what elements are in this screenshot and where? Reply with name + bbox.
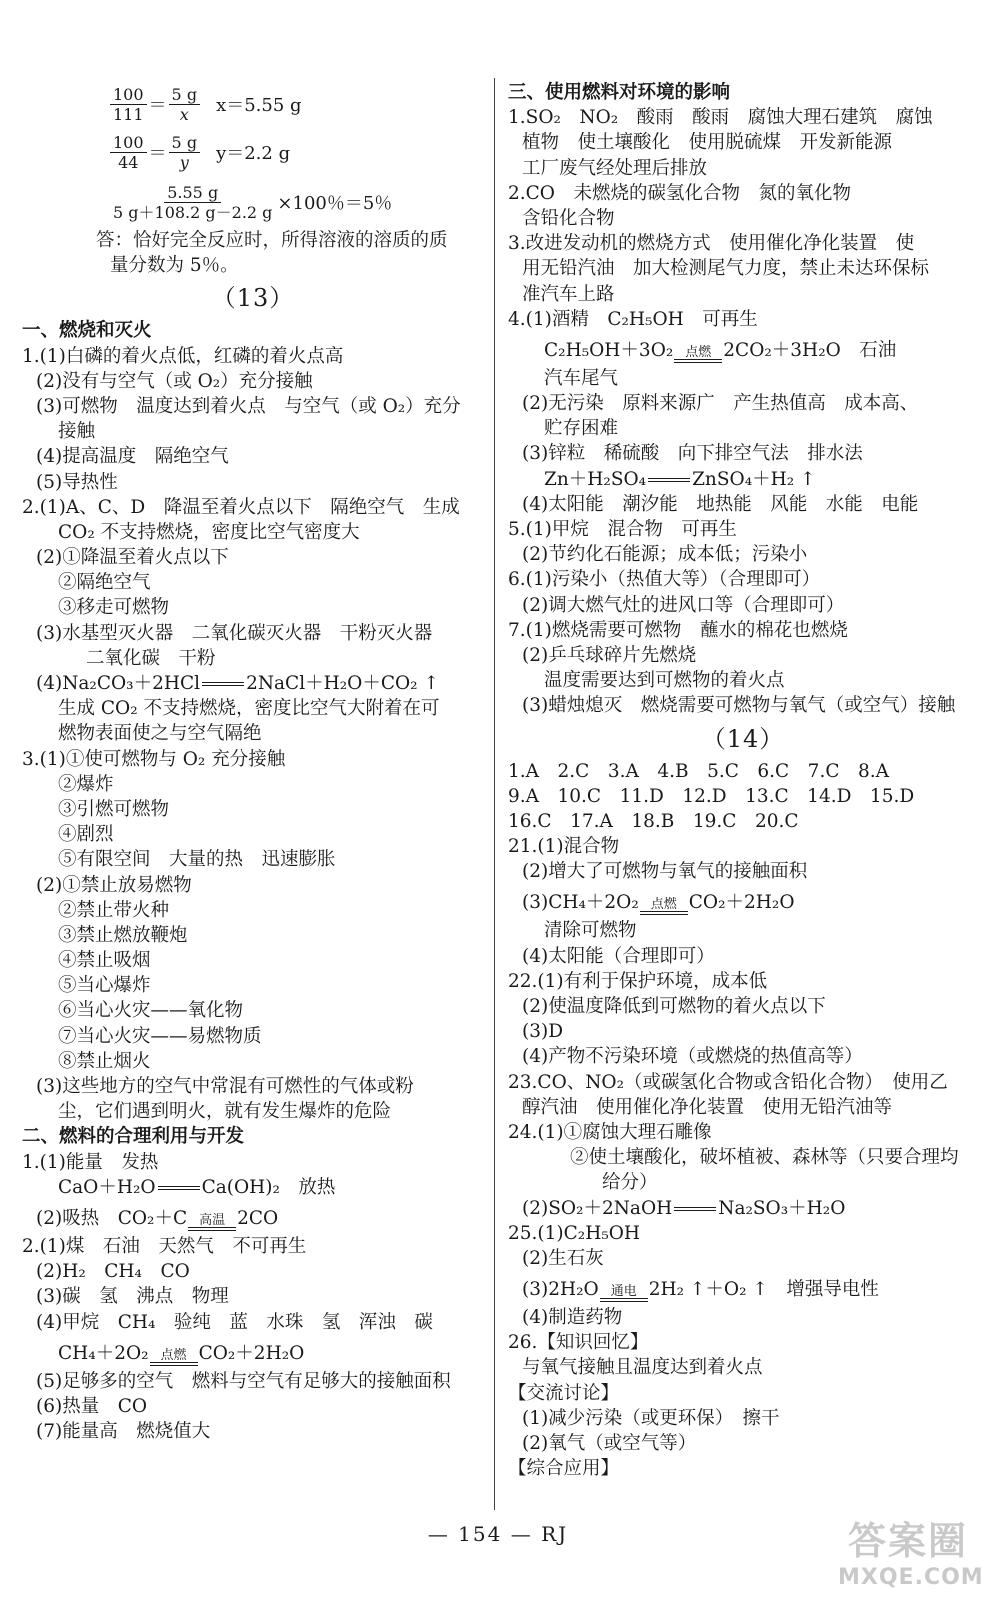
answer-line: ④剧烈 [58, 824, 114, 846]
answer-line: 5.(1)甲烷 混合物 可再生 [508, 519, 737, 540]
answer-line: 26.【知识回忆】 [508, 1332, 649, 1354]
answer-line: 用无铅汽油 加大检测尾气力度，禁止未达环保标 [522, 258, 930, 280]
answer-line: (3)锌粒 稀硫酸 向下排空气法 排水法 [522, 443, 863, 465]
answer-line: 3.(1)①使可燃物与 O₂ 充分接触 [22, 748, 286, 770]
answer-line: 二氧化碳 干粉 [86, 647, 216, 669]
answer-line: 工厂废气经处理后排放 [522, 157, 708, 179]
equals-sign [648, 478, 690, 482]
fraction: $\frac{100}{111}$ [110, 85, 147, 124]
answer-line: 25.(1)C₂H₅OH [508, 1222, 641, 1244]
section-title: 一、燃烧和灭火 [22, 320, 152, 342]
answer-line: 22.(1)有利于保护环境，成本低 [508, 970, 768, 992]
answer-line: 植物 使土壤酸化 使用脱硫煤 开发新能源 [522, 132, 893, 154]
answer-line: (2)H₂ CH₄ CO [36, 1261, 190, 1283]
answer-line: 2.(1)煤 石油 天然气 不可再生 [22, 1235, 307, 1257]
answer-line: 6.(1)污染小（热值大等）（合理即可） [508, 569, 821, 591]
answer-line: 1.(1)能量 发热 [22, 1151, 159, 1173]
watermark-text: 答案圈 [847, 1519, 968, 1563]
reaction-condition: 通电 [600, 1285, 648, 1309]
section-title: 三、使用燃料对环境的影响 [508, 82, 731, 103]
answer-line: (7)能量高 燃烧值大 [36, 1421, 211, 1443]
equation-line: (2)吸热 CO₂＋C 高温 2CO [22, 1200, 484, 1234]
answer-line: ③移走可燃物 [58, 597, 170, 619]
reaction-condition: 点燃 [674, 346, 722, 370]
answer-line: 9.A 10.C 11.D 12.D 13.C 14.D 15.D [508, 785, 915, 807]
answer-line: (4)甲烷 CH₄ 验纯 蓝 水珠 氢 浑浊 碳 [36, 1311, 433, 1333]
answer-line: 【交流讨论】 [508, 1382, 620, 1404]
equation-line: (2)SO₂＋2NaOH Na₂SO₃＋H₂O [522, 1197, 846, 1219]
answer-line: ⑧禁止烟火 [58, 1050, 151, 1072]
answer-line: (2)没有与空气（或 O₂）充分接触 [36, 370, 313, 392]
left-column [22, 80, 484, 1444]
fraction: $\frac{5 g}{y}$ [169, 133, 201, 172]
answer-line: 4.(1)酒精 C₂H₅OH 可再生 [508, 308, 758, 330]
answer-line: 1.(1)白磷的着火点低，红磷的着火点高 [22, 345, 344, 367]
answer-line: 与氧气接触且温度达到着火点 [522, 1357, 763, 1379]
right-column [508, 80, 978, 1481]
answer-line: 尘，它们遇到明火，就有发生爆炸的危险 [58, 1101, 392, 1123]
answer-line: 汽车尾气 [544, 367, 619, 389]
answer-line: (2)无污染 原料来源广 产生热值高 成本高、 [522, 393, 919, 415]
answer-line: (3)碳 氢 沸点 物理 [36, 1286, 229, 1308]
answer-line: 接触 [58, 421, 96, 443]
equation-line: (4)Na₂CO₃＋2HCl 2NaCl＋H₂O＋CO₂ ↑ [36, 673, 439, 694]
calc-line-3: $\frac{5.55 g}{5 g+108.2 g-2.2 g}$ ×100％＝5％ [22, 176, 484, 228]
answer-line: 3.改进发动机的燃烧方式 使用催化净化装置 使 [508, 233, 915, 255]
answer-line: ④禁止吸烟 [58, 950, 151, 972]
answer-line: (2)①禁止放易燃物 [36, 874, 192, 896]
fraction: $\frac{5 g}{x}$ [169, 85, 201, 124]
answer-line: ②爆炸 [58, 773, 114, 795]
reaction-condition: 点燃 [640, 898, 688, 922]
section-heading-14: （14） [701, 724, 785, 753]
answer-line: 温度需要达到可燃物的着火点 [544, 670, 785, 692]
watermark-url: MXQE.COM [838, 1565, 984, 1590]
answer-line: 1.A 2.C 3.A 4.B 5.C 6.C 7.C 8.A [508, 760, 890, 782]
answer-line: (2)节约化石能源；成本低；污染小 [522, 544, 808, 566]
answer-line: (2)增大了可燃物与氧气的接触面积 [522, 861, 808, 883]
answer-line: (6)热量 CO [36, 1395, 148, 1417]
reaction-condition: 高温 [188, 1214, 236, 1238]
equation-line: C₂H₅OH＋3O₂ 点燃 2CO₂＋3H₂O 石油 [508, 332, 978, 366]
equals-sign [158, 1186, 200, 1190]
answer-line: 2.(1)A、C、D 降温至着火点以下 隔绝空气 生成 [22, 496, 460, 518]
answer-line: 【综合应用】 [508, 1458, 620, 1480]
watermark-logo [838, 1510, 984, 1590]
answer-line: 1.SO₂ NO₂ 酸雨 酸雨 腐蚀大理石建筑 腐蚀 [508, 107, 933, 129]
answer-line: 答：恰好完全反应时，所得溶液的溶质的质 [96, 230, 448, 251]
answer-line: 燃物表面使之与空气隔绝 [58, 723, 262, 745]
equation-line: CH₄＋2O₂ 点燃 CO₂＋2H₂O [22, 1335, 484, 1369]
answer-line: ⑥当心火灾——氧化物 [58, 1000, 244, 1022]
calc-line-1: $\frac{100}{111}$ ＝ $\frac{5 g}{x}$ x＝5.55 g [22, 80, 484, 128]
answer-line: ⑦当心火灾——易燃物质 [58, 1025, 262, 1047]
answer-line: 准汽车上路 [522, 283, 615, 305]
answer-line: (3)蜡烛熄灭 燃烧需要可燃物与氧气（或空气）接触 [522, 695, 956, 717]
fraction: $\frac{5.55 g}{5 g+108.2 g-2.2 g}$ [113, 182, 273, 222]
answer-line: 给分） [602, 1172, 658, 1194]
answer-line: 24.(1)①腐蚀大理石雕像 [508, 1121, 712, 1143]
answer-line: (4)太阳能（合理即可） [522, 945, 715, 967]
answer-line: 7.(1)燃烧需要可燃物 蘸水的棉花也燃烧 [508, 619, 848, 641]
answer-line: 醇汽油 使用催化净化装置 使用无铅汽油等 [522, 1096, 893, 1118]
section-title: 二、燃料的合理利用与开发 [22, 1126, 245, 1148]
answer-line: 21.(1)混合物 [508, 836, 620, 858]
answer-line: ③禁止燃放鞭炮 [58, 924, 188, 946]
equation-line: CaO＋H₂O Ca(OH)₂ 放热 [58, 1176, 336, 1198]
answer-line: (5)足够多的空气 燃料与空气有足够大的接触面积 [36, 1370, 451, 1392]
answer-line: 2.CO 未燃烧的碳氢化合物 氮的氧化物 [508, 182, 851, 204]
section-heading-13: （13） [211, 284, 295, 313]
reaction-condition: 点燃 [150, 1349, 198, 1373]
answer-line: (2)调大燃气灶的进风口等（合理即可） [522, 594, 845, 616]
answer-line: (2)生石灰 [522, 1247, 604, 1269]
answer-line: (1)减少污染（或更环保） 擦干 [522, 1407, 780, 1429]
equation-line: Zn＋H₂SO₄ ZnSO₄＋H₂ ↑ [544, 468, 816, 490]
answer-line: 16.C 17.A 18.B 19.C 20.C [508, 810, 799, 832]
equation-line: (3)CH₄＋2O₂ 点燃 CO₂＋2H₂O [508, 884, 978, 918]
calc-line-2: $\frac{100}{44}$ ＝ $\frac{5 g}{y}$ y＝2.2 g [22, 128, 484, 176]
answer-line: (2)氧气（或空气等） [522, 1433, 697, 1454]
answer-line: 清除可燃物 [544, 920, 637, 942]
answer-line: (5)导热性 [36, 471, 118, 493]
answer-line: ②使土壤酸化，破坏植被、森林等（只要合理均 [570, 1147, 959, 1169]
answer-line: (3)水基型灭火器 二氧化碳灭火器 干粉灭火器 [36, 622, 433, 644]
answer-line: CO₂ 不支持燃烧，密度比空气密度大 [58, 521, 360, 543]
answer-line: 量分数为 5％。 [110, 255, 239, 277]
answer-line: 贮存困难 [544, 418, 619, 440]
answer-line: ②禁止带火种 [58, 899, 170, 921]
answer-line: 含铅化合物 [522, 207, 615, 229]
answer-line: ⑤有限空间 大量的热 迅速膨胀 [58, 849, 336, 871]
column-divider [494, 78, 495, 1510]
answer-line: ②隔绝空气 [58, 572, 151, 594]
equation-line: (3)2H₂O 通电 2H₂ ↑＋O₂ ↑ 增强导电性 [508, 1271, 978, 1305]
answer-line: (2)使温度降低到可燃物的着火点以下 [522, 996, 826, 1017]
answer-line: 生成 CO₂ 不支持燃烧，密度比空气大附着在可 [58, 698, 440, 720]
answer-line: (3)可燃物 温度达到着火点 与空气（或 O₂）充分 [36, 395, 461, 417]
answer-line: 23.CO、NO₂（或碳氢化合物或含铅化合物） 使用乙 [508, 1071, 948, 1093]
answer-line: (4)太阳能 潮汐能 地热能 风能 水能 电能 [522, 493, 919, 515]
answer-line: (3)这些地方的空气中常混有可燃性的气体或粉 [36, 1076, 414, 1097]
answer-line: ③引燃可燃物 [58, 798, 170, 820]
answer-line: (4)产物不污染环境（或燃烧的热值高等） [522, 1046, 863, 1068]
answer-line: (3)D [522, 1021, 564, 1043]
equals-sign [202, 682, 244, 686]
answer-line: (4)提高温度 隔绝空气 [36, 446, 229, 468]
answer-line: ⑤当心爆炸 [58, 975, 151, 997]
equals-sign [674, 1207, 716, 1211]
answer-line: (4)制造药物 [522, 1307, 623, 1329]
answer-line: (2)乒乓球碎片先燃烧 [522, 644, 697, 666]
answer-line: (2)①降温至着火点以下 [36, 547, 229, 569]
page-number: — 154 — RJ [427, 1522, 569, 1546]
fraction: $\frac{100}{44}$ [110, 133, 147, 172]
